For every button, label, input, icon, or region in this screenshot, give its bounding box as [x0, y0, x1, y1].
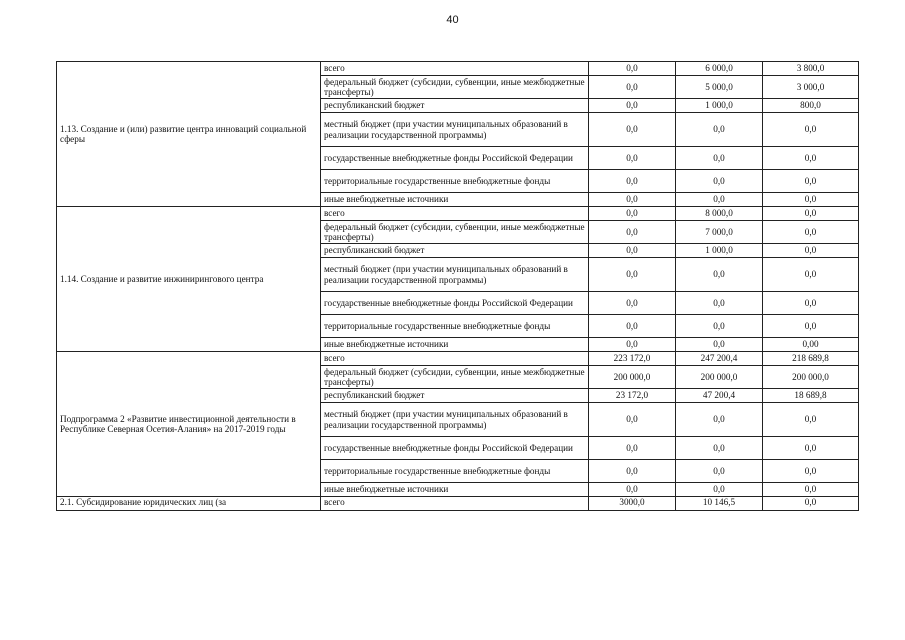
funding-source: всего — [321, 352, 589, 366]
budget-table — [56, 61, 859, 511]
funding-source: всего — [321, 62, 589, 76]
value-cell: 0,0 — [676, 147, 763, 170]
value-cell: 0,0 — [763, 497, 859, 511]
value-cell: 0,0 — [763, 147, 859, 170]
value-cell: 0,0 — [676, 170, 763, 193]
value-cell: 0,0 — [763, 221, 859, 244]
value-cell: 0,0 — [589, 193, 676, 207]
value-cell: 0,0 — [676, 292, 763, 315]
funding-source: иные внебюджетные источники — [321, 193, 589, 207]
value-cell: 800,0 — [763, 99, 859, 113]
value-cell: 0,0 — [763, 170, 859, 193]
value-cell: 0,0 — [763, 437, 859, 460]
table-row — [57, 497, 859, 511]
funding-source: иные внебюджетные источники — [321, 338, 589, 352]
funding-source: республиканский бюджет — [321, 99, 589, 113]
funding-source: местный бюджет (при участии муниципальных образований в реализации государственной программы) — [321, 403, 589, 437]
value-cell: 6 000,0 — [676, 62, 763, 76]
value-cell: 0,0 — [763, 193, 859, 207]
value-cell: 7 000,0 — [676, 221, 763, 244]
value-cell: 0,0 — [763, 460, 859, 483]
value-cell: 0,0 — [763, 483, 859, 497]
funding-source: государственные внебюджетные фонды Российской Федерации — [321, 147, 589, 170]
funding-source: местный бюджет (при участии муниципальных образований в реализации государственной программы) — [321, 113, 589, 147]
funding-source: республиканский бюджет — [321, 244, 589, 258]
value-cell: 0,0 — [676, 403, 763, 437]
table-row — [57, 62, 859, 76]
value-cell: 3 000,0 — [763, 76, 859, 99]
funding-source: республиканский бюджет — [321, 389, 589, 403]
funding-source: федеральный бюджет (субсидии, субвенции, иные межбюджетные трансферты) — [321, 76, 589, 99]
program-name: 2.1. Субсидирование юридических лиц (за — [57, 497, 321, 511]
value-cell: 0,0 — [589, 147, 676, 170]
value-cell: 0,0 — [676, 437, 763, 460]
value-cell: 0,0 — [589, 403, 676, 437]
program-name: 1.13. Создание и (или) развитие центра инноваций социальной сферы — [57, 62, 321, 207]
value-cell: 0,0 — [589, 460, 676, 483]
funding-source: иные внебюджетные источники — [321, 483, 589, 497]
value-cell: 0,0 — [763, 207, 859, 221]
value-cell: 0,0 — [763, 292, 859, 315]
value-cell: 0,0 — [676, 193, 763, 207]
value-cell: 0,0 — [589, 207, 676, 221]
funding-source: территориальные государственные внебюджетные фонды — [321, 315, 589, 338]
value-cell: 0,0 — [589, 99, 676, 113]
funding-source: федеральный бюджет (субсидии, субвенции, иные межбюджетные трансферты) — [321, 366, 589, 389]
value-cell: 200 000,0 — [763, 366, 859, 389]
value-cell: 8 000,0 — [676, 207, 763, 221]
value-cell: 0,0 — [763, 113, 859, 147]
value-cell: 247 200,4 — [676, 352, 763, 366]
value-cell: 0,0 — [589, 244, 676, 258]
value-cell: 0,0 — [763, 403, 859, 437]
value-cell: 0,0 — [676, 258, 763, 292]
funding-source: территориальные государственные внебюджетные фонды — [321, 170, 589, 193]
table-row — [57, 207, 859, 221]
funding-source: всего — [321, 497, 589, 511]
funding-source: всего — [321, 207, 589, 221]
value-cell: 0,0 — [763, 258, 859, 292]
value-cell: 3000,0 — [589, 497, 676, 511]
value-cell: 18 689,8 — [763, 389, 859, 403]
value-cell: 47 200,4 — [676, 389, 763, 403]
value-cell: 5 000,0 — [676, 76, 763, 99]
value-cell: 0,00 — [763, 338, 859, 352]
value-cell: 0,0 — [589, 292, 676, 315]
funding-source: территориальные государственные внебюджетные фонды — [321, 460, 589, 483]
page-number: 40 — [446, 14, 459, 26]
value-cell: 0,0 — [589, 170, 676, 193]
value-cell: 0,0 — [589, 258, 676, 292]
value-cell: 0,0 — [676, 483, 763, 497]
value-cell: 0,0 — [676, 460, 763, 483]
value-cell: 23 172,0 — [589, 389, 676, 403]
value-cell: 0,0 — [589, 221, 676, 244]
value-cell: 0,0 — [676, 315, 763, 338]
value-cell: 0,0 — [589, 62, 676, 76]
value-cell: 0,0 — [676, 338, 763, 352]
value-cell: 200 000,0 — [676, 366, 763, 389]
funding-source: государственные внебюджетные фонды Российской Федерации — [321, 437, 589, 460]
value-cell: 0,0 — [763, 244, 859, 258]
value-cell: 0,0 — [676, 113, 763, 147]
value-cell: 0,0 — [589, 113, 676, 147]
funding-source: местный бюджет (при участии муниципальных образований в реализации государственной программы) — [321, 258, 589, 292]
value-cell: 0,0 — [589, 483, 676, 497]
program-name: Подпрограмма 2 «Развитие инвестиционной деятельности в Республике Северная Осетия-Алания» на 2017-2019 годы — [57, 352, 321, 497]
value-cell: 0,0 — [589, 76, 676, 99]
value-cell: 3 800,0 — [763, 62, 859, 76]
value-cell: 10 146,5 — [676, 497, 763, 511]
funding-source: государственные внебюджетные фонды Российской Федерации — [321, 292, 589, 315]
value-cell: 1 000,0 — [676, 244, 763, 258]
funding-source: федеральный бюджет (субсидии, субвенции, иные межбюджетные трансферты) — [321, 221, 589, 244]
value-cell: 200 000,0 — [589, 366, 676, 389]
value-cell: 0,0 — [763, 315, 859, 338]
program-name: 1.14. Создание и развитие инжинирингового центра — [57, 207, 321, 352]
value-cell: 223 172,0 — [589, 352, 676, 366]
value-cell: 0,0 — [589, 338, 676, 352]
value-cell: 0,0 — [589, 315, 676, 338]
value-cell: 0,0 — [589, 437, 676, 460]
value-cell: 1 000,0 — [676, 99, 763, 113]
table-row — [57, 352, 859, 366]
value-cell: 218 689,8 — [763, 352, 859, 366]
